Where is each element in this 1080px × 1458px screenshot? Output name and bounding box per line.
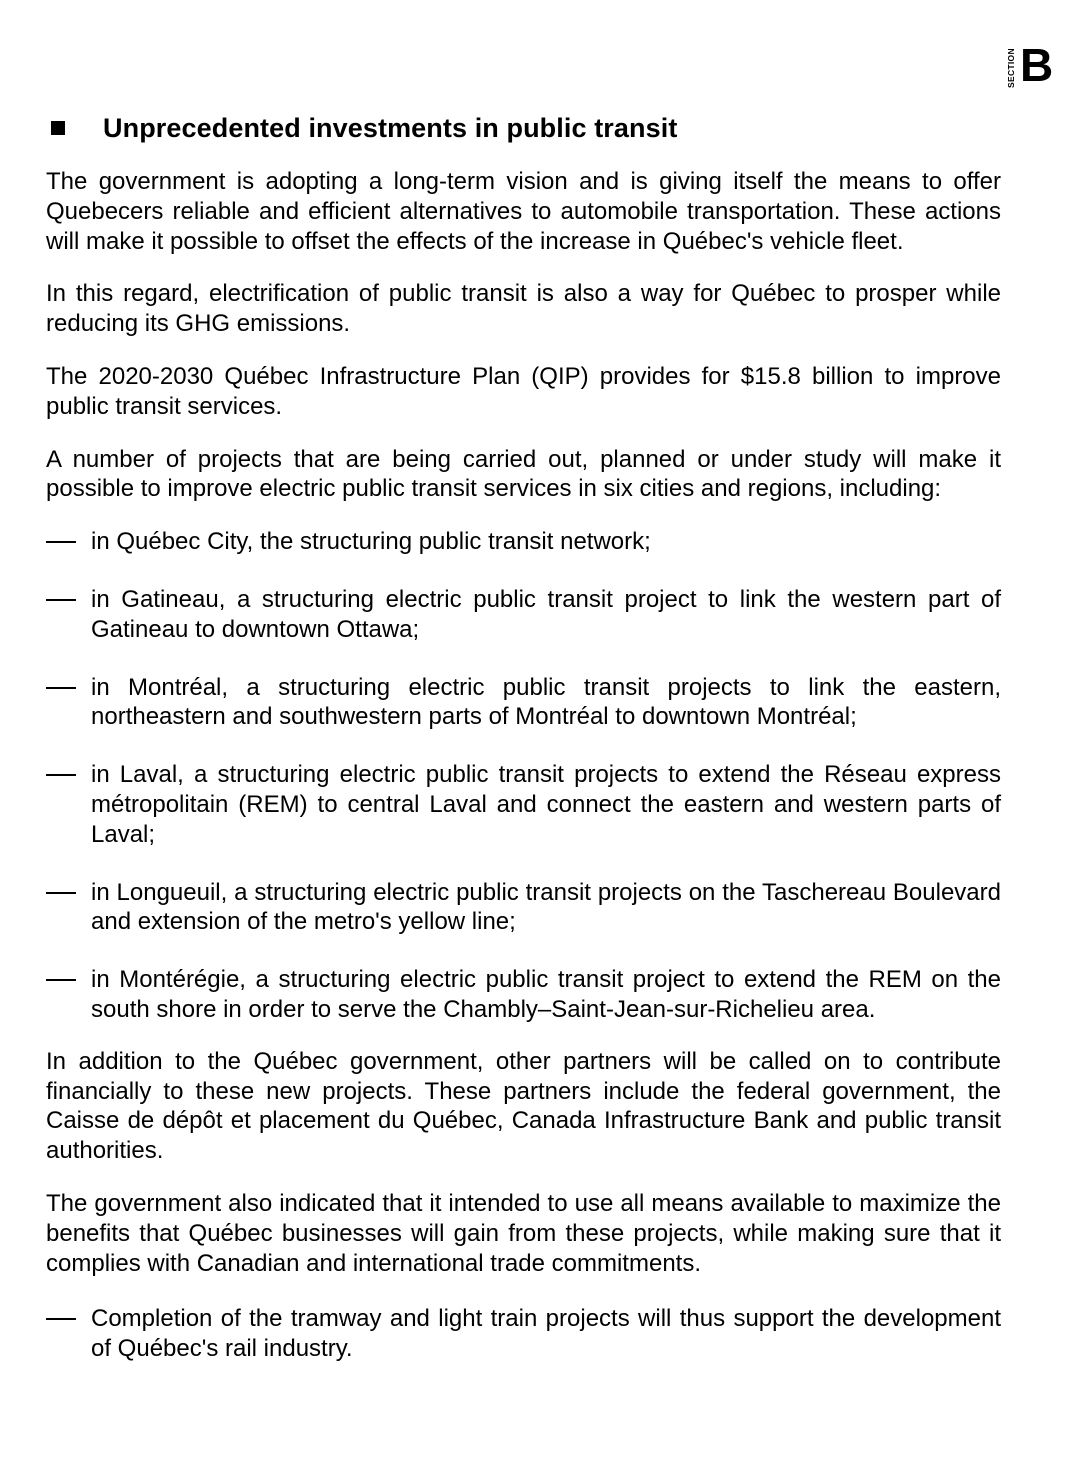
list-item bbox=[46, 878, 1001, 938]
section-tab bbox=[1004, 39, 1056, 96]
intro-paragraph: The 2020-2030 Québec Infrastructure Plan (QIP) provides for $15.8 billion to improve public transit services. bbox=[46, 362, 1001, 420]
dash-bullet-icon bbox=[46, 541, 76, 543]
body-paragraph: In addition to the Québec government, other partners will be called on to contribute financially to these new projects. These partners include the federal government, the Caisse de dépôt et placement du Québec, Canada Infrastructure Bank and public transit authorities. bbox=[46, 1047, 1001, 1165]
body-paragraph: The government also indicated that it intended to use all means available to maximize the benefits that Québec businesses will gain from these projects, while making sure that it complies with Canadian and international trade commitments. bbox=[46, 1189, 1001, 1277]
list-item-text: in Québec City, the structuring public transit network; bbox=[91, 528, 651, 556]
list-item bbox=[46, 585, 1001, 645]
list-item-text: in Gatineau, a structuring electric public transit project to link the western part of Gatineau to downtown Ottawa; bbox=[91, 585, 1001, 643]
list-item-text: in Longueuil, a structuring electric public transit projects on the Taschereau Boulevard and extension of the metro's yellow line; bbox=[91, 878, 1001, 936]
list-item bbox=[46, 760, 1001, 849]
section-heading bbox=[46, 108, 1001, 148]
list-item bbox=[46, 1304, 1001, 1364]
list-item bbox=[46, 965, 1001, 1025]
list-item bbox=[46, 673, 1001, 733]
list-item-text: in Montérégie, a structuring electric public transit project to extend the REM on the south shore in order to serve the Chambly–Saint-Jean-sur-Richelieu area. bbox=[91, 966, 1001, 1023]
square-bullet-icon bbox=[51, 121, 65, 135]
list-item bbox=[46, 527, 1001, 557]
list-item-text: in Montréal, a structuring electric public transit projects to link the eastern, northeastern and southwestern parts of Montréal to downtown Montréal; bbox=[91, 673, 1001, 731]
dash-bullet-icon bbox=[46, 687, 76, 689]
dash-bullet-icon bbox=[46, 599, 76, 601]
list-item-text: in Laval, a structuring electric public transit projects to extend the Réseau express métropolitain (REM) to central Laval and connect the eastern and western parts of Laval; bbox=[91, 761, 1001, 848]
intro-paragraph: A number of projects that are being carried out, planned or under study will make it possible to improve electric public transit services in six cities and regions, including: bbox=[46, 445, 1001, 503]
dash-bullet-icon bbox=[46, 979, 76, 981]
heading-title: Unprecedented investments in public transit bbox=[103, 112, 678, 143]
dash-bullet-icon bbox=[46, 892, 76, 894]
dash-bullet-icon bbox=[46, 1318, 76, 1320]
intro-paragraph: The government is adopting a long-term vision and is giving itself the means to offer Quebecers reliable and efficient alternatives to automobile transportation. These actions will make it possible to offset the effects of the increase in Québec's vehicle fleet. bbox=[46, 168, 1001, 255]
section-label: SECTION bbox=[1006, 48, 1016, 88]
page-content bbox=[46, 108, 1001, 1392]
section-letter: B bbox=[1020, 39, 1054, 91]
intro-paragraph: In this regard, electrification of public transit is also a way for Québec to prosper while reducing its GHG emissions. bbox=[46, 280, 1001, 338]
projects-list bbox=[46, 527, 1001, 1025]
dash-bullet-icon bbox=[46, 774, 76, 776]
list-item-text: Completion of the tramway and light train projects will thus support the development of Québec's rail industry. bbox=[91, 1305, 1001, 1363]
